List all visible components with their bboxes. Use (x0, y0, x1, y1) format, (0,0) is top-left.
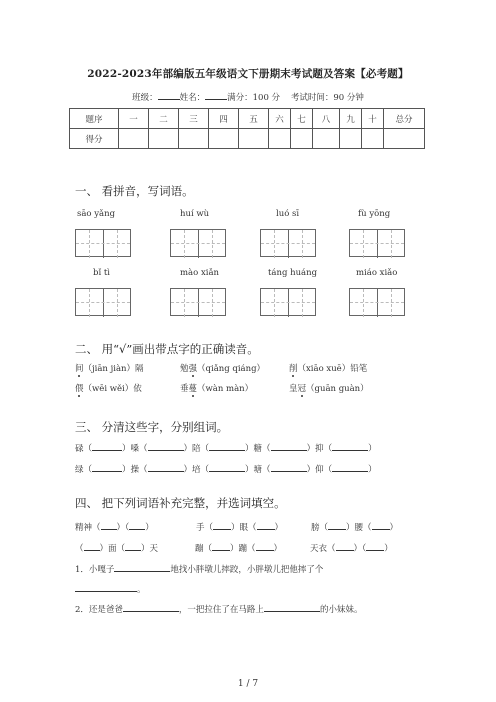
score-cell[interactable] (362, 129, 384, 149)
answer-blank[interactable] (271, 463, 307, 472)
reading-item[interactable]: 皇冠（guān guàn） (289, 384, 369, 394)
class-label: 班级： (132, 93, 158, 103)
header-cell: 三 (179, 109, 209, 129)
section-3-title: 三、 分清这些字，分别组词。 (75, 420, 229, 434)
pinyin: bǐ tì (93, 268, 110, 278)
score-cell[interactable] (340, 129, 362, 149)
answer-blank[interactable] (148, 463, 184, 472)
score-cell[interactable] (179, 129, 209, 149)
answer-blank[interactable] (101, 521, 117, 530)
pinyin: fù yōng (358, 209, 391, 219)
reading-item[interactable]: 垂蔓（wàn màn） (180, 384, 254, 394)
answer-blank[interactable] (264, 603, 320, 612)
answer-blank[interactable] (125, 542, 141, 551)
writing-grid[interactable] (349, 229, 405, 257)
word-row-2: 绿（ ）操（ ）培（ ）塘（ ）仰（ ） (75, 465, 377, 475)
score-cell[interactable] (149, 129, 179, 149)
idiom-row-1b: 手（ ）眼（ ） (196, 523, 284, 533)
pinyin: mào xiǎn (180, 268, 220, 278)
score-cell[interactable] (269, 129, 291, 149)
pinyin: huí wù (180, 209, 210, 219)
writing-grid[interactable] (170, 288, 226, 316)
reading-item[interactable]: 削（xiāo xuē）铅笔 (289, 364, 368, 374)
header-cell: 四 (209, 109, 239, 129)
answer-blank[interactable] (209, 442, 245, 451)
writing-grid[interactable] (349, 288, 405, 316)
writing-grid[interactable] (170, 229, 226, 257)
name-blank (205, 91, 227, 100)
header-cell: 总分 (384, 109, 425, 129)
question-2: 2．还是爸爸 ，一把拉住了在马路上 的小妹妹。 (75, 605, 363, 615)
idiom-row-2b: 蹦（ ）蹦（ ） (195, 544, 283, 554)
pinyin: táng huáng (268, 268, 318, 278)
answer-blank[interactable] (114, 563, 170, 572)
answer-blank[interactable] (213, 521, 231, 530)
answer-blank[interactable] (366, 542, 384, 551)
pinyin: sāo yǎng (77, 209, 116, 219)
answer-blank[interactable] (372, 521, 390, 530)
answer-blank[interactable] (129, 521, 145, 530)
answer-blank[interactable] (332, 463, 368, 472)
section-2-title: 二、 用“√”画出带点字的正确读音。 (75, 342, 259, 356)
score-table (69, 108, 425, 149)
score-cell[interactable] (291, 129, 313, 149)
answer-blank[interactable] (209, 463, 245, 472)
answer-blank[interactable] (75, 583, 137, 592)
reading-item[interactable]: 间（jiān jiàn）隔 (75, 364, 144, 374)
full-score: 满分：100 分 (227, 93, 281, 103)
idiom-row-1c: 膀（ ）腰（ ） (311, 523, 399, 533)
row-label: 得分 (70, 129, 119, 149)
answer-blank[interactable] (84, 542, 100, 551)
pinyin: luó sī (276, 209, 300, 219)
reading-item[interactable]: 勉强（qiǎng qiáng） (180, 364, 266, 374)
score-cell[interactable] (239, 129, 269, 149)
section-4-title: 四、 把下列词语补充完整，并选词填空。 (75, 496, 286, 510)
answer-blank[interactable] (332, 442, 368, 451)
score-cell[interactable] (384, 129, 425, 149)
header-cell: 二 (149, 109, 179, 129)
answer-blank[interactable] (92, 463, 122, 472)
header-cell: 一 (119, 109, 149, 129)
page-title: 2022-2023年部编版五年级语文下册期末考试题及答案【必考题】 (87, 68, 409, 80)
header-cell: 八 (313, 109, 340, 129)
score-table-row (70, 129, 425, 149)
class-blank (158, 91, 180, 100)
idiom-row-1: 精神（ ）（ ） (75, 523, 154, 533)
answer-blank[interactable] (271, 442, 307, 451)
header-cell: 十 (362, 109, 384, 129)
answer-blank[interactable] (92, 442, 122, 451)
header-cell: 七 (291, 109, 313, 129)
writing-grid[interactable] (75, 229, 131, 257)
reading-item[interactable]: 偎（wēi wěi）依 (75, 384, 142, 394)
score-cell[interactable] (209, 129, 239, 149)
answer-blank[interactable] (256, 542, 274, 551)
word-row-1: 碌（ ）嗓（ ）陪（ ）糖（ ）抑（ ） (75, 444, 377, 454)
answer-blank[interactable] (212, 542, 230, 551)
pinyin: miáo xiǎo (356, 268, 398, 278)
header-cell: 六 (269, 109, 291, 129)
question-1: 1．小嘎子 地找小胖墩儿摔跤，小胖墩儿把他摔了个 (75, 565, 324, 575)
exam-time: 考试时间：90 分钟 (290, 93, 364, 103)
header-cell: 题序 (70, 109, 119, 129)
header-cell: 九 (340, 109, 362, 129)
answer-blank[interactable] (257, 521, 275, 530)
name-label: 姓名： (179, 93, 206, 103)
answer-blank[interactable] (123, 603, 179, 612)
answer-blank[interactable] (328, 521, 346, 530)
writing-grid[interactable] (75, 288, 131, 316)
writing-grid[interactable] (260, 288, 316, 316)
score-cell[interactable] (313, 129, 340, 149)
question-1-cont: 。 (75, 583, 146, 595)
section-1-title: 一、 看拼音，写词语。 (75, 184, 194, 198)
exam-info (0, 91, 496, 103)
header-cell: 五 (239, 109, 269, 129)
score-cell[interactable] (119, 129, 149, 149)
page-number: 1 / 7 (237, 679, 259, 689)
score-table-header (70, 109, 425, 129)
idiom-row-2c: 天衣（ ）（ ） (310, 544, 393, 554)
idiom-row-2: （ ）面（ ）天 (75, 544, 159, 554)
writing-grid[interactable] (260, 229, 316, 257)
answer-blank[interactable] (148, 442, 184, 451)
answer-blank[interactable] (336, 542, 354, 551)
